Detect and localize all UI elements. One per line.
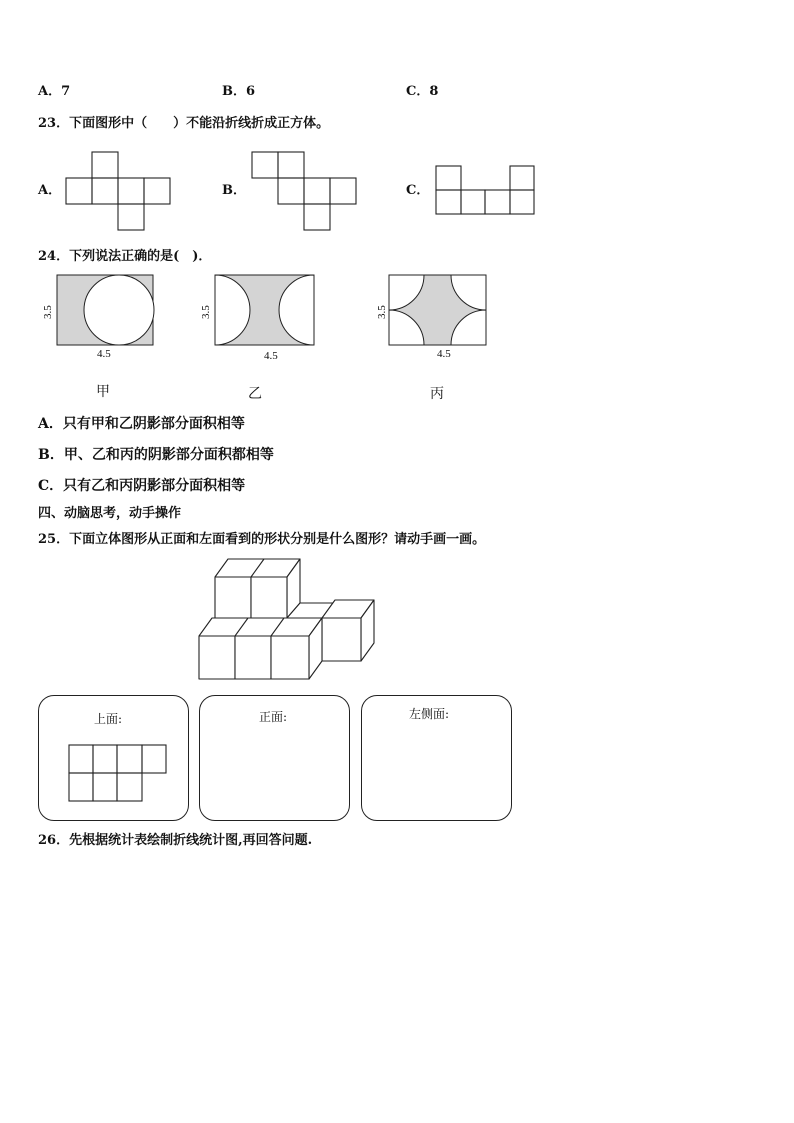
figure-yi-name: 乙 bbox=[248, 386, 262, 402]
q24-stem: 24．下列说法正确的是( )． bbox=[38, 249, 212, 264]
front-view-title: 正面: bbox=[259, 710, 288, 724]
q24-option-c: C．只有乙和丙阴影部分面积相等 bbox=[38, 478, 246, 494]
section4-heading: 四、动脑思考，动手操作 bbox=[38, 506, 182, 521]
figure-yi-height-label: 3.5 bbox=[200, 305, 212, 319]
q23-label-c: C． bbox=[406, 183, 430, 198]
left-view-title: 左侧面: bbox=[409, 707, 450, 721]
figure-yi-width-label: 4.5 bbox=[264, 350, 278, 362]
figure-jia-name: 甲 bbox=[96, 384, 110, 400]
option-text: 6 bbox=[246, 84, 256, 99]
option-text: 7 bbox=[61, 84, 71, 99]
option-letter: C． bbox=[406, 84, 430, 99]
q24-option-b: B．甲、乙和丙的阴影部分面积都相等 bbox=[38, 447, 274, 463]
figure-bing-name: 丙 bbox=[430, 386, 444, 402]
top-view-title: 上面: bbox=[94, 712, 123, 726]
option-text: 8 bbox=[429, 84, 439, 99]
option-letter: A． bbox=[38, 84, 62, 99]
q24-option-a: A．只有甲和乙阴影部分面积相等 bbox=[38, 416, 245, 432]
figure-bing-height-label: 3.5 bbox=[376, 305, 388, 319]
figure-jia-height-label: 3.5 bbox=[42, 305, 54, 319]
q23-label-a: A． bbox=[38, 183, 62, 198]
q26-stem: 26．先根据统计表绘制折线统计图,再回答问题. bbox=[38, 833, 313, 848]
q23-label-b: B． bbox=[222, 183, 246, 198]
figure-bing-width-label: 4.5 bbox=[437, 348, 451, 360]
option-letter: B． bbox=[222, 84, 246, 99]
q23-stem: 23．下面图形中（ ）不能沿折线折成正方体。 bbox=[38, 116, 330, 131]
q25-stem: 25．下面立体图形从正面和左面看到的形状分别是什么图形？请动手画一画。 bbox=[38, 532, 486, 547]
figure-jia-width-label: 4.5 bbox=[97, 348, 111, 360]
